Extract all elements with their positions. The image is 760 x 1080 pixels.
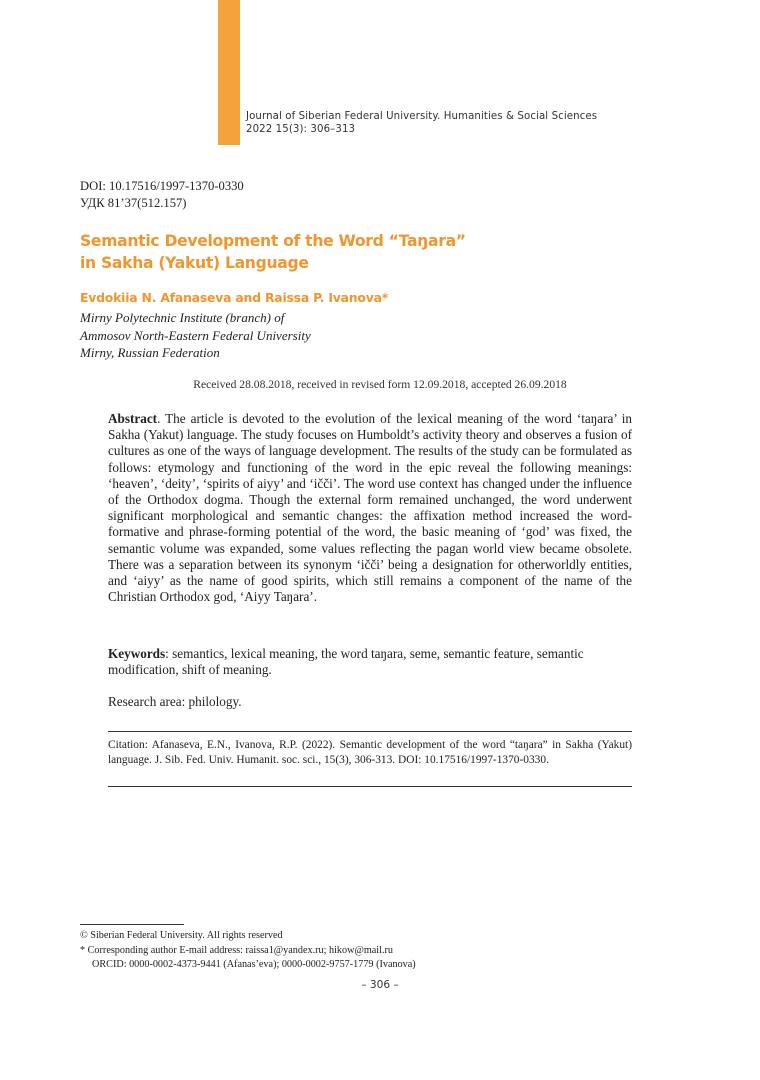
- keywords-label: Keywords: [108, 646, 166, 661]
- keywords: [108, 646, 632, 678]
- citation: Citation: Afanaseva, E.N., Ivanova, R.P. (2022). Semantic development of the word “taŋara” in Sakha (Yakut) language. J. Sib. Fed. Univ. Humanit. soc. sci., 15(3), 306-313. DOI: 10.17516/1997-1370-0330.: [108, 739, 632, 767]
- abstract: [108, 411, 632, 605]
- authors: Evdokiia N. Afanaseva and Raissa P. Ivanova*: [80, 290, 389, 305]
- article-title: [80, 230, 680, 274]
- affiliation-line-1: Mirny Polytechnic Institute (branch) of: [80, 310, 285, 325]
- abstract-label: Abstract: [108, 411, 158, 426]
- doi: DOI: 10.17516/1997-1370-0330: [80, 179, 244, 193]
- orcid-note: ORCID: 0000-0002-4373-9441 (Afanas’eva); 0000-0002-9757-1779 (Ivanova): [92, 959, 416, 971]
- page-number: – 306 –: [361, 979, 399, 991]
- copyright-note: © Siberian Federal University. All rights reserved: [80, 930, 283, 941]
- journal-issue: 2022 15(3): 306–313: [246, 124, 356, 136]
- footnotes: [80, 929, 416, 973]
- article-title-line-2: in Sakha (Yakut) Language: [80, 254, 309, 272]
- affiliation-line-3: Mirny, Russian Federation: [80, 345, 220, 361]
- corresponding-author-note: * Corresponding author E-mail address: raissa1@yandex.ru; hikow@mail.ru: [80, 944, 394, 956]
- citation-bottom-rule: [108, 786, 632, 787]
- udk: УДК 81’37(512.157): [80, 195, 187, 210]
- affiliation: [80, 309, 311, 362]
- article-title-line-1: Semantic Development of the Word “Taŋara”: [80, 232, 466, 250]
- keywords-text: : semantics, lexical meaning, the word taŋara, seme, semantic feature, semantic modification, shift of meaning.: [108, 646, 584, 678]
- journal-name: Journal of Siberian Federal University. Humanities & Social Sciences: [246, 111, 598, 122]
- citation-top-rule: [108, 731, 632, 732]
- research-area: Research area: philology.: [108, 694, 242, 709]
- affiliation-line-2: Ammosov North-Eastern Federal University: [80, 327, 311, 343]
- journal-header: [246, 110, 726, 137]
- received-dates: Received 28.08.2018, received in revised form 12.09.2018, accepted 26.09.2018: [193, 378, 567, 391]
- footnote-rule: [80, 924, 184, 925]
- journal-accent-bar: [218, 0, 240, 145]
- identifiers: [80, 178, 244, 211]
- abstract-text: . The article is devoted to the evolution of the lexical meaning of the word ‘taŋara’ in Sakha (Yakut) language. The study focuses on Humboldt’s activity theory and observes a fusion of cultures as one of the ways of language development. The results of the study can be formulated as follows: etymology and functioning of the word in the epic reveal the following meanings: ‘heaven’, ‘deity’, ‘spirits of aiyy’ and ‘ičči’. The word use context has changed under the influence of the Orthodox dogma. Though the external form remained unchanged, the word underwent significant morphological and semantic changes: the affixation method increased the word-formative and phrase-forming potential of the word, the basic meaning of ‘god’ was fixed, the semantic volume was expanded, some values reflecting the pagan world view became obsolete. There was a separation between its synonym ‘ičči’ being a designation for otherworldly entities, and ‘aiyy’ as the name of good spirits, which still remains a component of the name of the Christian Orthodox god, ‘Aiyy Taŋara’.: [108, 411, 632, 605]
